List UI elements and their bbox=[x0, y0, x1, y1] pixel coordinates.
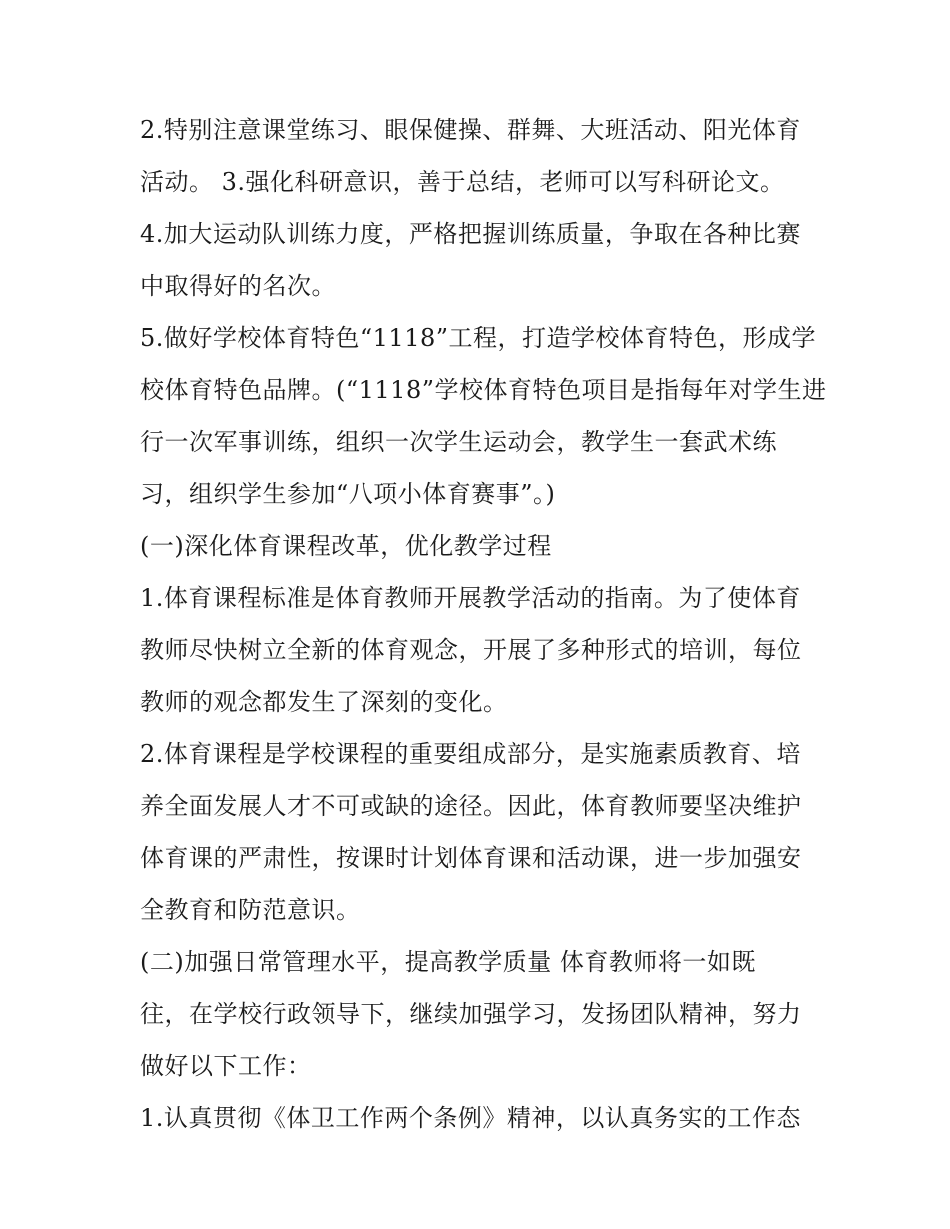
section-heading: (二)加强日常管理水平，提高教学质量 体育教师将一如既 bbox=[140, 948, 756, 976]
text-line: 习，组织学生参加“八项小体育赛事”。) bbox=[140, 480, 556, 508]
body-text bbox=[140, 104, 840, 1144]
text-line: 做好以下工作： bbox=[140, 1052, 312, 1080]
text-line: 校体育特色品牌。(“1118”学校体育特色项目是指每年对学生进 bbox=[140, 376, 827, 404]
text-line: 往，在学校行政领导下，继续加强学习，发扬团队精神，努力 bbox=[140, 1000, 802, 1028]
text-line: 养全面发展人才不可或缺的途径。因此，体育教师要坚决维护 bbox=[140, 792, 802, 820]
text-line: 1.认真贯彻《体卫工作两个条例》精神，以认真务实的工作态 bbox=[140, 1104, 801, 1132]
section-heading: (一)深化体育课程改革，优化教学过程 bbox=[140, 532, 552, 560]
text-line: 体育课的严肃性，按课时计划体育课和活动课，进一步加强安 bbox=[140, 844, 802, 872]
text-line: 教师的观念都发生了深刻的变化。 bbox=[140, 688, 508, 716]
text-line: 5.做好学校体育特色“1118”工程，打造学校体育特色，形成学 bbox=[140, 324, 817, 352]
text-line: 全教育和防范意识。 bbox=[140, 896, 361, 924]
text-line: 行一次军事训练，组织一次学生运动会，教学生一套武术练 bbox=[140, 428, 777, 456]
text-line: 4.加大运动队训练力度，严格把握训练质量，争取在各种比赛 bbox=[140, 220, 801, 248]
text-line: 2.体育课程是学校课程的重要组成部分，是实施素质教育、培 bbox=[140, 740, 801, 768]
text-line: 2.特别注意课堂练习、眼保健操、群舞、大班活动、阳光体育 bbox=[140, 116, 801, 144]
text-line: 活动。 3.强化科研意识，善于总结，老师可以写科研论文。 bbox=[140, 168, 785, 196]
text-line: 1.体育课程标准是体育教师开展教学活动的指南。为了使体育 bbox=[140, 584, 801, 612]
text-line: 教师尽快树立全新的体育观念，开展了多种形式的培训，每位 bbox=[140, 636, 802, 664]
text-line: 中取得好的名次。 bbox=[140, 272, 336, 300]
